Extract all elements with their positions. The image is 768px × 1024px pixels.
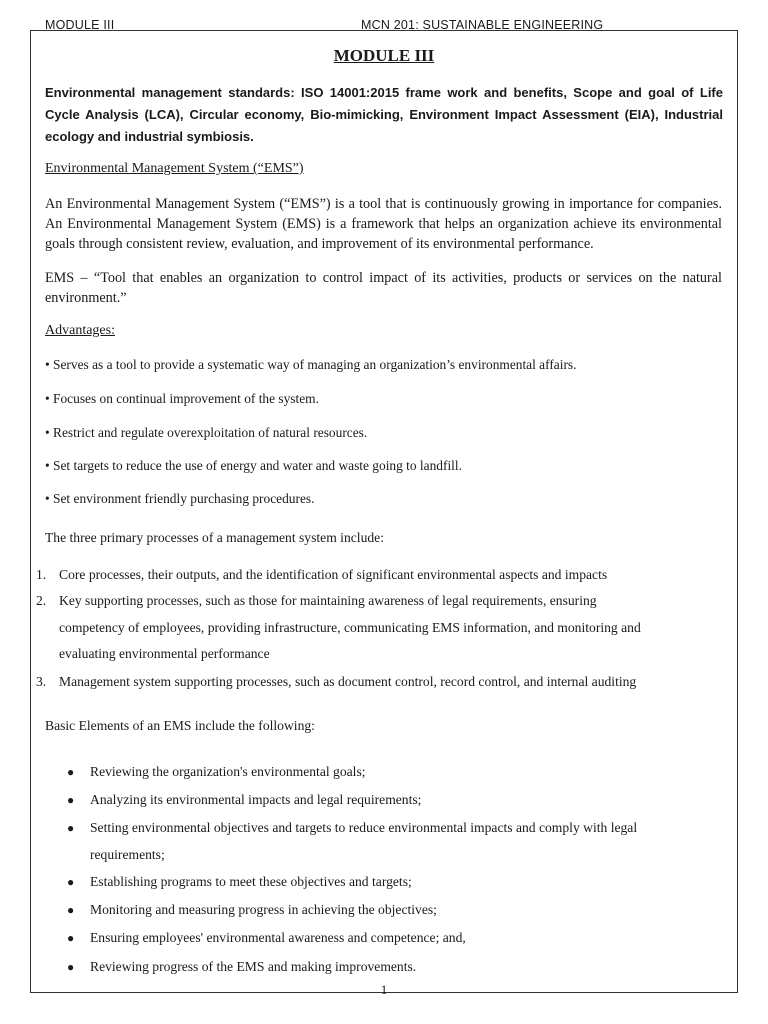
bullet-icon: ●: [67, 765, 75, 779]
advantages-heading: Advantages:: [45, 323, 115, 338]
advantage-item: • Serves as a tool to provide a systematic way of managing an organization’s environmental affairs.: [45, 357, 577, 372]
page-number: 1: [380, 982, 388, 997]
process-line: Management system supporting processes, such as document control, record control, and internal auditing: [59, 674, 637, 689]
running-header-left: MODULE III: [45, 18, 115, 32]
advantage-item: • Restrict and regulate overexploitation of natural resources.: [45, 425, 368, 440]
element-line: requirements;: [90, 847, 165, 862]
process-line: competency of employees, providing infrastructure, communicating EMS information, and monitoring and: [59, 620, 641, 635]
bullet-icon: ●: [67, 821, 75, 835]
advantage-item: • Set targets to reduce the use of energy and water and waste going to landfill.: [45, 458, 462, 473]
bullet-icon: ●: [67, 960, 75, 974]
element-line: Establishing programs to meet these objectives and targets;: [90, 874, 412, 889]
element-line: Monitoring and measuring progress in achieving the objectives;: [90, 902, 437, 917]
element-line: Reviewing the organization's environmental goals;: [90, 764, 366, 779]
ems-definition-paragraph: An Environmental Management System (“EMS”) is a tool that is continuously growing in importance for companies. An Environmental Management System (EMS) is a framework that helps an organization achieve its environmental goals through consistent review, evaluation, and improvement of its environmental performance.: [45, 196, 722, 252]
advantage-item: • Set environment friendly purchasing procedures.: [45, 491, 315, 506]
process-line: Core processes, their outputs, and the identification of significant environmental aspects and impacts: [59, 567, 608, 582]
page-title: MODULE III: [333, 46, 435, 65]
process-line: Key supporting processes, such as those for maintaining awareness of legal requirements, ensuring: [59, 593, 597, 608]
ems-quote-paragraph: EMS – “Tool that enables an organization to control impact of its activities, products or services on the natural environment.”: [45, 270, 722, 306]
bullet-icon: ●: [67, 793, 75, 807]
bullet-icon: ●: [67, 875, 75, 889]
processes-intro: The three primary processes of a management system include:: [45, 530, 384, 545]
process-line: evaluating environmental performance: [59, 646, 270, 661]
process-number: 2.: [36, 593, 47, 608]
advantage-item: • Focuses on continual improvement of the system.: [45, 391, 319, 406]
module-topics: Environmental management standards: ISO 14001:2015 frame work and benefits, Scope and goal of Life Cycle Analysis (LCA), Circular economy, Bio-mimicking, Environment Impact Assessment (EIA), Industrial ecology and industrial symbiosis.: [45, 85, 723, 144]
basic-elements-intro: Basic Elements of an EMS include the following:: [45, 718, 315, 733]
process-number: 1.: [36, 567, 47, 582]
element-line: Analyzing its environmental impacts and legal requirements;: [90, 792, 422, 807]
bullet-icon: ●: [67, 931, 75, 945]
element-line: Reviewing progress of the EMS and making improvements.: [90, 959, 417, 974]
running-header-right: MCN 201: SUSTAINABLE ENGINEERING: [361, 18, 604, 32]
process-number: 3.: [36, 674, 47, 689]
element-line: Ensuring employees' environmental awareness and competence; and,: [90, 930, 466, 945]
element-line: Setting environmental objectives and targets to reduce environmental impacts and comply with legal: [90, 820, 638, 835]
ems-heading: Environmental Management System (“EMS”): [45, 161, 304, 176]
bullet-icon: ●: [67, 903, 75, 917]
